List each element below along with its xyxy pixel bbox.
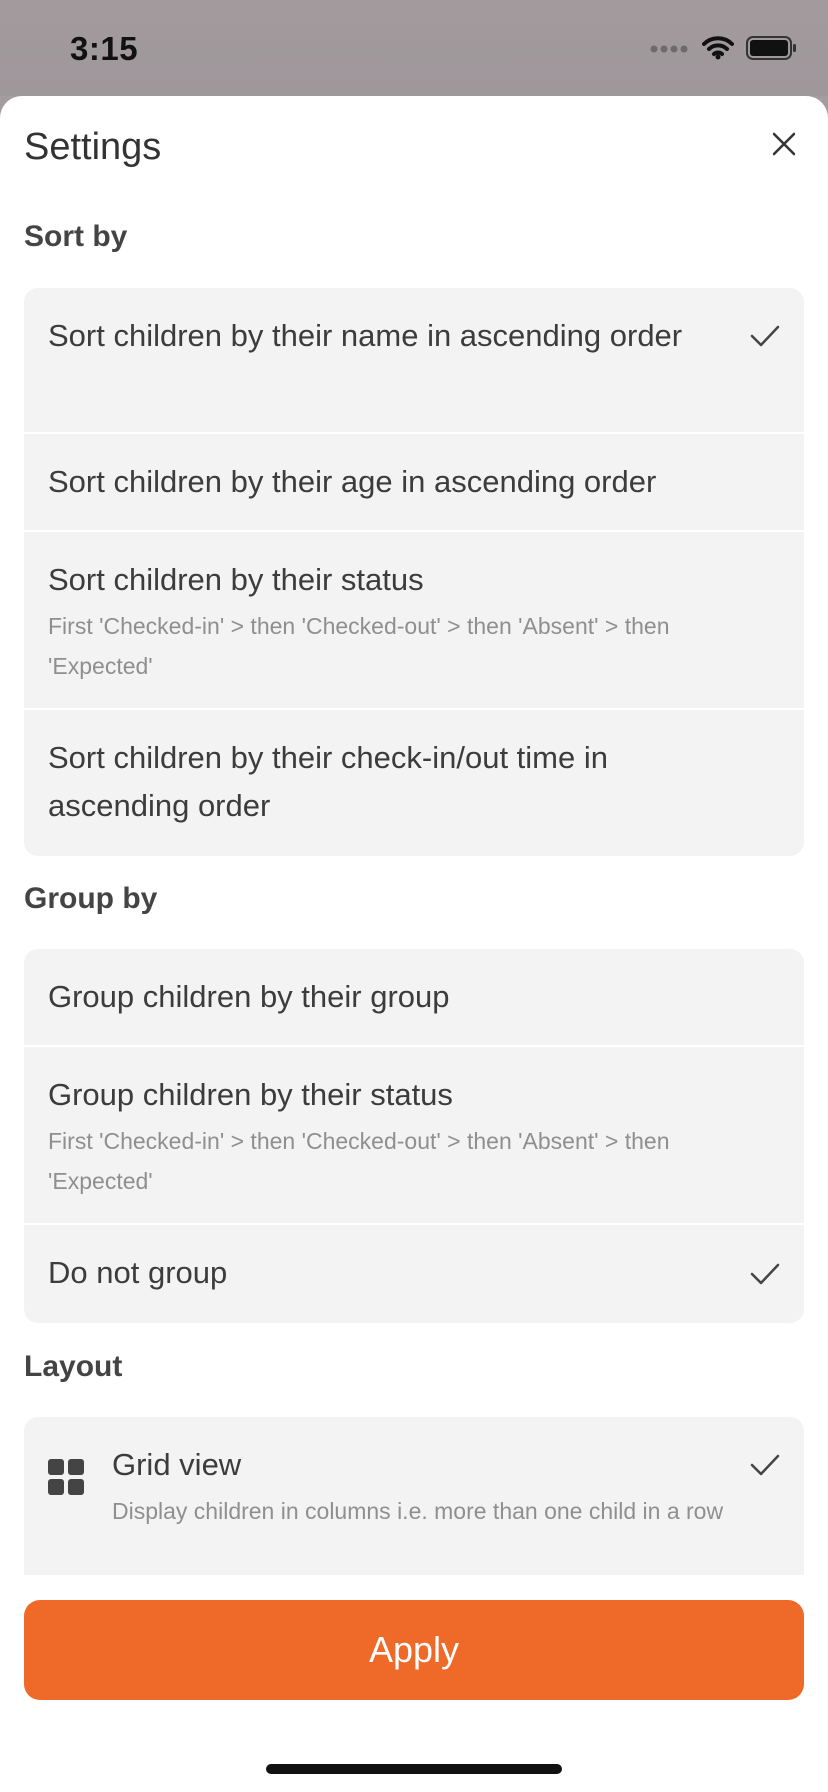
layout-options-card <box>24 1417 804 1575</box>
sort-option-title: Sort children by their status <box>48 562 424 597</box>
checkmark-icon <box>750 1262 780 1286</box>
battery-icon <box>746 36 798 65</box>
sort-option-subtitle: First 'Checked-in' > then 'Checked-out' > then 'Absent' > then 'Expected' <box>48 613 670 679</box>
sort-option-title: Sort children by their check-in/out time in ascending order <box>48 740 608 823</box>
sheet-title: Settings <box>24 126 162 168</box>
grid-view-icon <box>48 1459 84 1495</box>
status-icons <box>650 36 798 64</box>
status-bar <box>0 0 828 96</box>
wifi-icon <box>702 36 734 65</box>
group-option-title: Group children by their status <box>48 1077 453 1112</box>
sort-option-status[interactable] <box>24 532 804 710</box>
sort-option-check-time[interactable] <box>24 710 804 856</box>
group-option-title: Group children by their group <box>48 979 450 1014</box>
status-time: 3:15 <box>70 30 139 67</box>
layout-option-title: Grid view <box>112 1447 242 1482</box>
group-by-heading: Group by <box>24 882 158 915</box>
group-option-status[interactable] <box>24 1047 804 1225</box>
close-icon <box>771 131 797 162</box>
group-option-none[interactable] <box>24 1225 804 1323</box>
sort-by-heading: Sort by <box>24 220 128 253</box>
settings-sheet <box>0 96 828 1792</box>
close-button[interactable] <box>764 126 804 166</box>
sort-option-title: Sort children by their age in ascending order <box>48 464 657 499</box>
layout-option-subtitle: Display children in columns i.e. more than one child in a row <box>112 1498 724 1524</box>
group-option-group[interactable] <box>24 949 804 1047</box>
sort-options-card <box>24 288 804 856</box>
sort-option-name[interactable] <box>24 288 804 434</box>
group-option-subtitle: First 'Checked-in' > then 'Checked-out' > then 'Absent' > then 'Expected' <box>48 1128 670 1194</box>
apply-button[interactable]: Apply <box>24 1600 804 1700</box>
checkmark-icon <box>750 1453 780 1477</box>
sort-option-title: Sort children by their name in ascending order <box>48 318 683 353</box>
home-indicator <box>266 1764 562 1774</box>
layout-heading: Layout <box>24 1350 123 1383</box>
signal-icon <box>650 41 690 59</box>
sort-option-age[interactable] <box>24 434 804 532</box>
group-options-card <box>24 949 804 1323</box>
group-option-title: Do not group <box>48 1255 228 1290</box>
checkmark-icon <box>750 324 780 348</box>
layout-option-grid[interactable] <box>24 1417 804 1575</box>
